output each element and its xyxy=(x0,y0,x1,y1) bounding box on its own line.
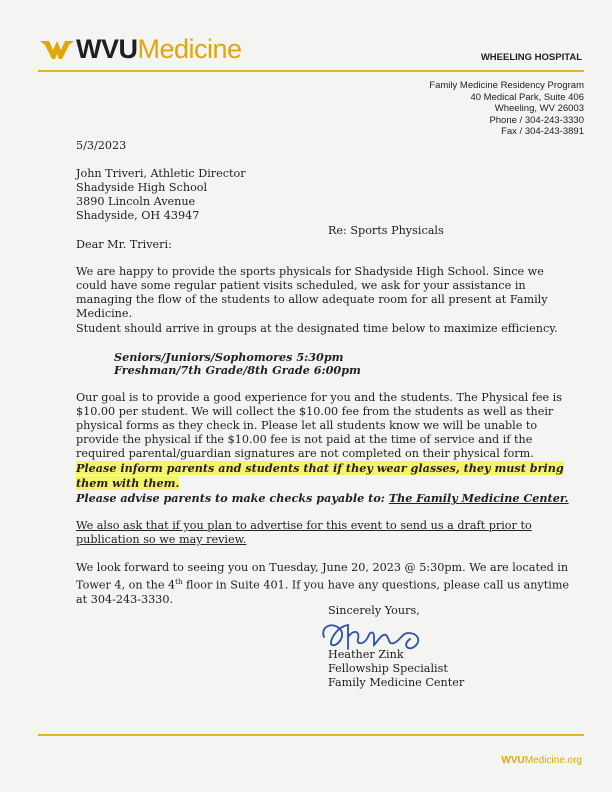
recipient-line: Shadyside High School xyxy=(76,181,208,194)
address-line: Phone / 304-243-3330 xyxy=(489,114,584,126)
checks-payable-note xyxy=(76,491,569,505)
address-line: Wheeling, WV 26003 xyxy=(494,103,584,114)
signer-block xyxy=(328,648,464,690)
recipient-address xyxy=(76,167,246,223)
advertise-note: We also ask that if you plan to advertise for this event to send us a draft prior to publication so we may review. xyxy=(76,519,532,546)
salutation: Dear Mr. Triveri: xyxy=(76,238,172,251)
subject-line: Re: Sports Physicals xyxy=(328,224,444,237)
footer-website: WVUMedicine.org xyxy=(501,755,582,766)
program-address xyxy=(429,80,584,138)
paragraph-closing: We look forward to seeing you on Tuesday, June 20, 2023 @ 5:30pm. We are located in Tower 4, on the 4th floor in Suite 401. If you have any questions, please call us anytime at 304-243-3330. xyxy=(76,561,570,606)
recipient-line: John Triveri, Athletic Director xyxy=(76,167,246,180)
schedule-group-2: Freshman/7th Grade/8th Grade 6:00pm xyxy=(114,363,361,377)
paragraph-fees xyxy=(76,391,576,491)
footer-divider xyxy=(38,734,584,736)
wvu-medicine-logo xyxy=(40,36,242,63)
closing: Sincerely Yours, xyxy=(328,604,420,617)
recipient-line: 3890 Lincoln Avenue xyxy=(76,195,196,208)
hospital-name: WHEELING HOSPITAL xyxy=(480,52,582,63)
address-line: Fax / 304-243-3891 xyxy=(501,126,584,137)
signer-organization: Family Medicine Center xyxy=(328,676,465,689)
checks-payee: The Family Medicine Center. xyxy=(388,491,569,505)
signer-title: Fellowship Specialist xyxy=(328,662,448,675)
flying-wv-icon xyxy=(40,39,74,61)
checks-text: Please advise parents to make checks payable to: xyxy=(76,491,389,505)
logo-medicine-text: Medicine xyxy=(137,34,242,64)
glasses-notice: Please inform parents and students that if they wear glasses, they must bring them with them. xyxy=(76,461,564,490)
recipient-line: Shadyside, OH 43947 xyxy=(76,209,200,222)
ordinal-suffix: th xyxy=(175,578,183,586)
logo-wvu-text: WVU xyxy=(76,34,138,64)
address-line: Family Medicine Residency Program xyxy=(429,80,584,91)
letter-date: 5/3/2023 xyxy=(76,139,127,152)
address-line: 40 Medical Park, Suite 406 xyxy=(470,91,584,103)
paragraph-arrival: Student should arrive in groups at the designated time below to maximize efficiency. xyxy=(76,322,558,335)
paragraph-intro: We are happy to provide the sports physicals for Shadyside High School. Since we could have some regular patient visits scheduled, we ask for your assistance in managing the flow of the students to allow adequate room for all present at Family Medicine. xyxy=(76,265,548,320)
signer-name: Heather Zink xyxy=(328,648,404,661)
fees-text: Our goal is to provide a good experience for you and the students. The Physical fee is $10.00 per student. We will collect the $10.00 fee from the students as well as their physical forms as they check in. Please let all students know we will be unable to provide the physical if the $10.00 fee is not paid at the time of service and if the required parental/guardian signatures are not completed on their physical form. xyxy=(76,391,563,460)
header-divider xyxy=(38,70,584,72)
schedule-group-1: Seniors/Juniors/Sophomores 5:30pm xyxy=(114,350,344,364)
